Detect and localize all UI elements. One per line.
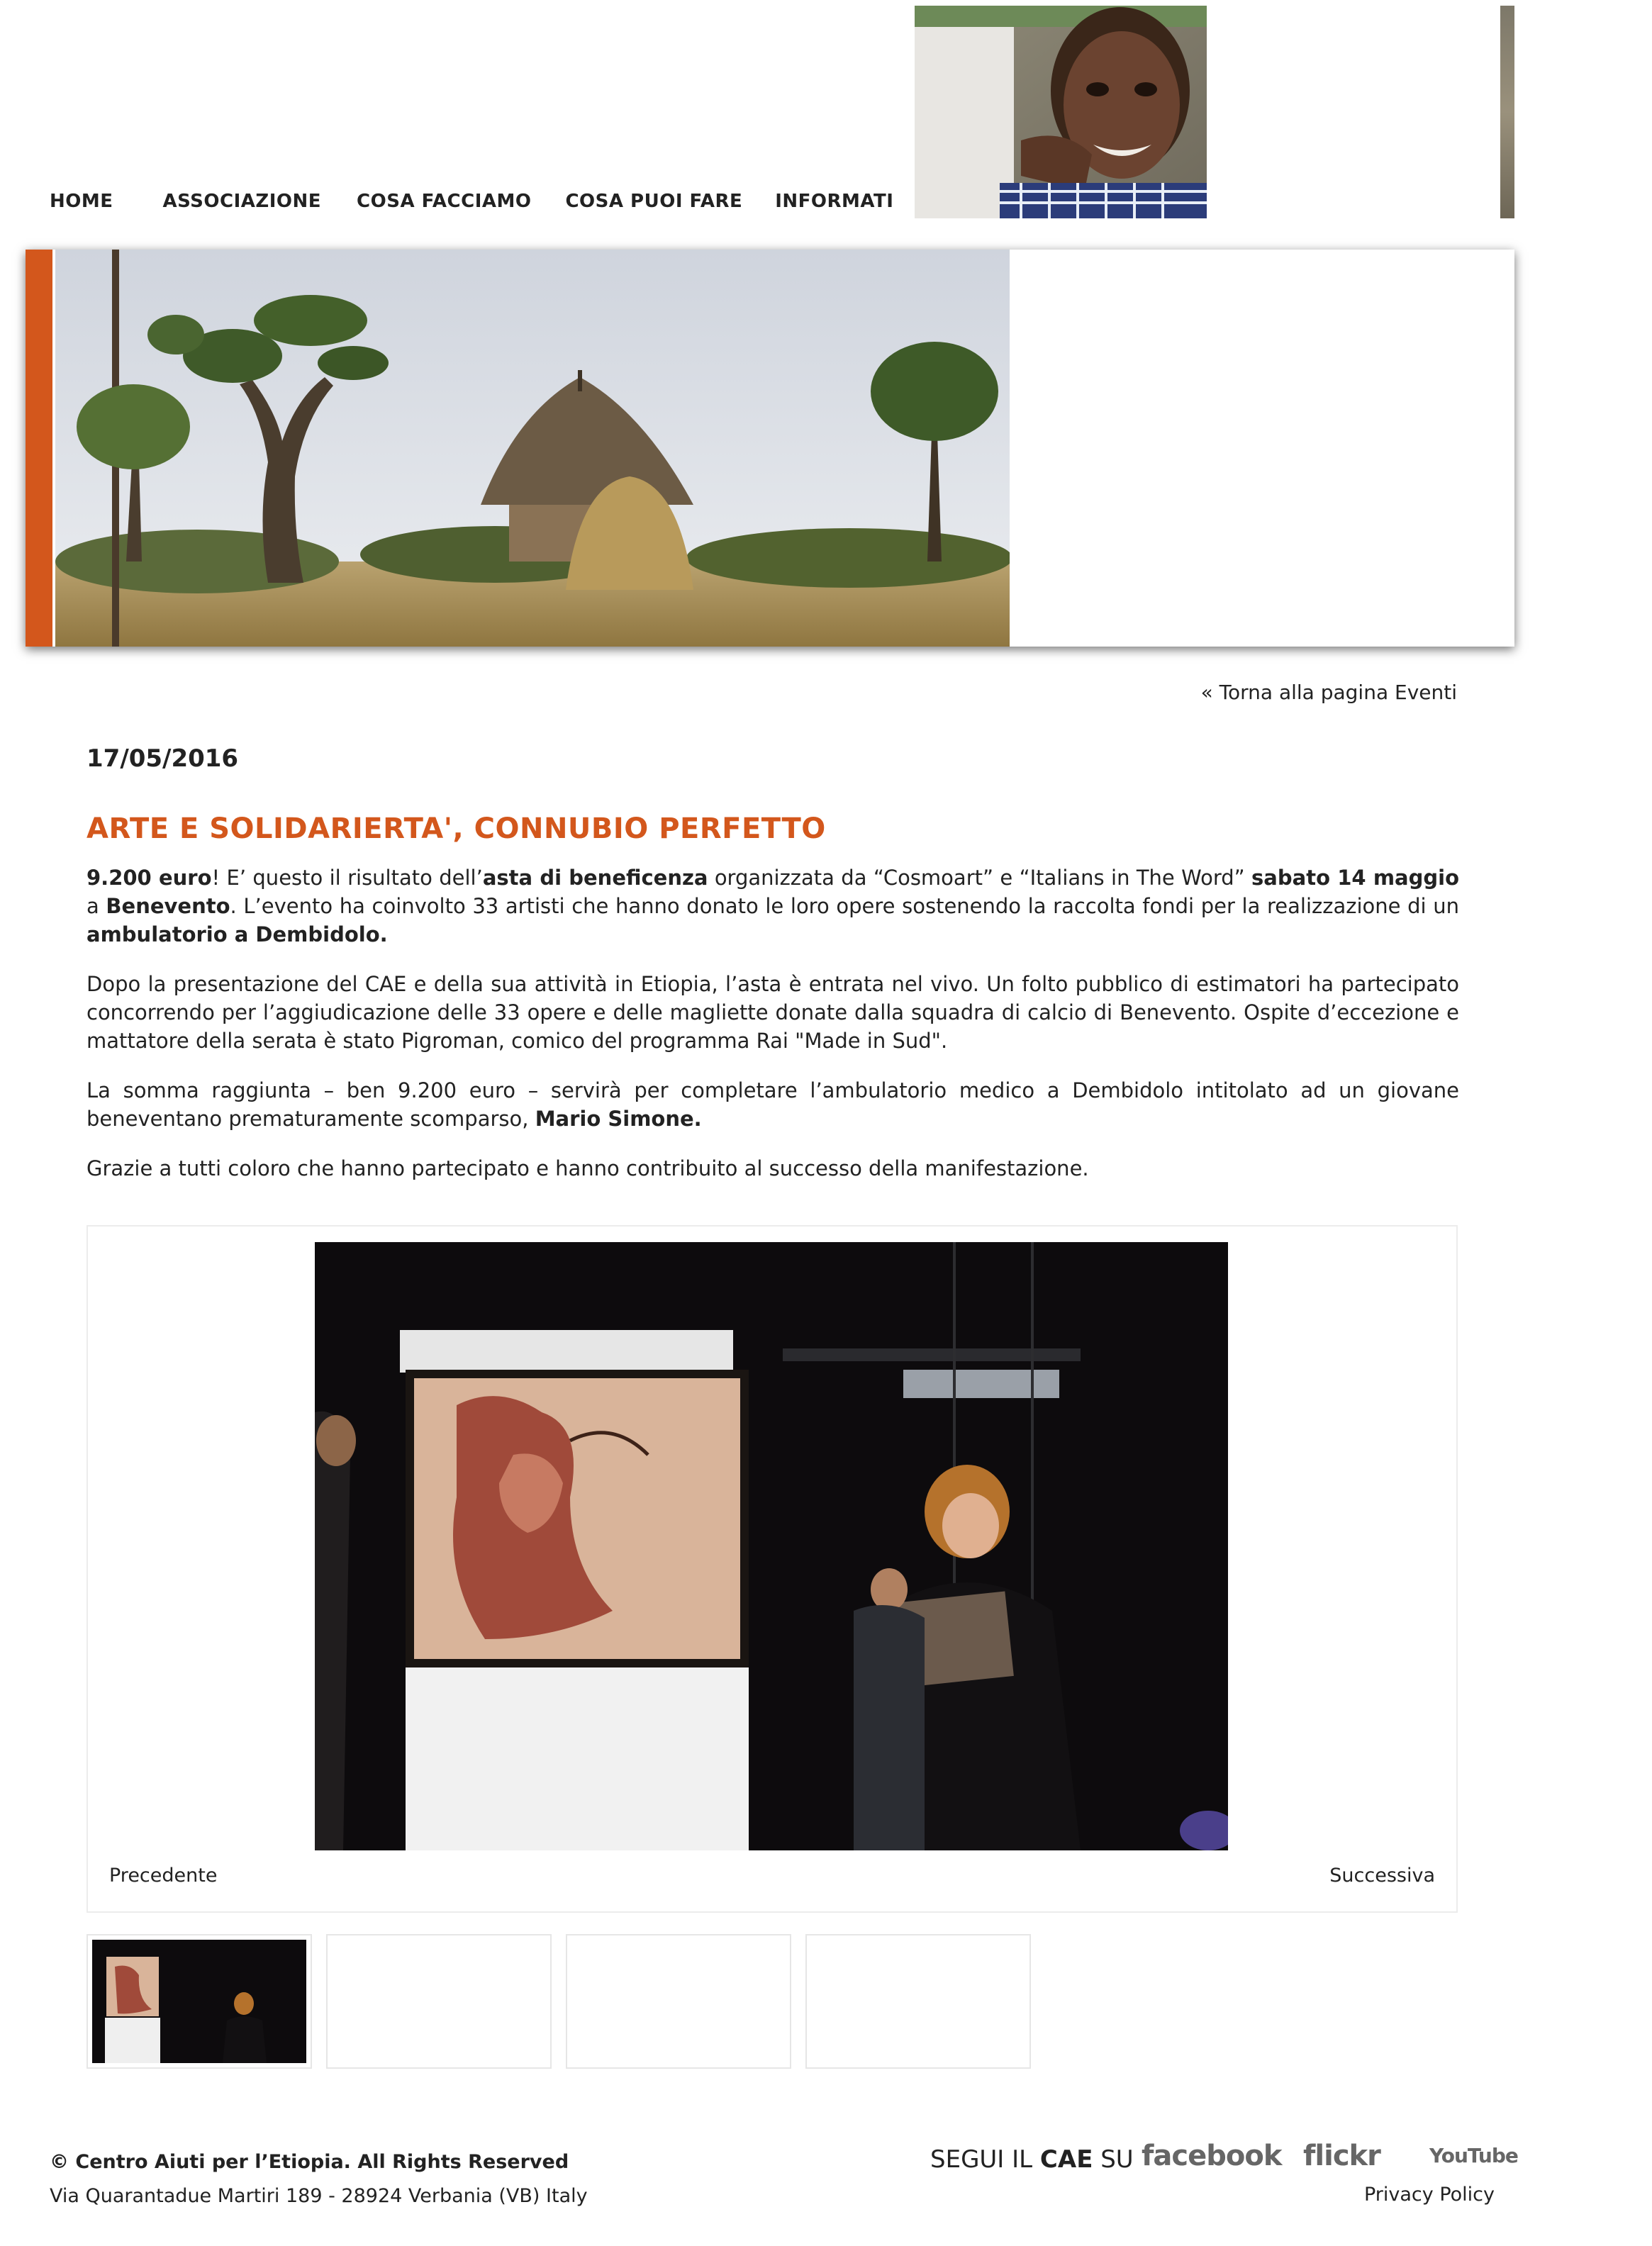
footer-address: Via Quarantadue Martiri 189 - 28924 Verbania (VB) Italy [50,2185,588,2207]
slideshow-thumbnail[interactable] [805,1934,1031,2069]
p1-text-b: organizzata da “Cosmoart” e “Italians in The Word” [708,866,1252,890]
p1-auction: asta di beneficenza [482,866,708,890]
article-date: 17/05/2016 [86,744,239,773]
p3-text: La somma raggiunta – ben 9.200 euro – servirà per completare l’ambulatorio medico a Dembidolo intitolato ad un giovane beneventano prematuramente scomparso, [86,1078,1459,1131]
article-paragraph-2: Dopo la presentazione del CAE e della sua attività in Etiopia, l’asta è entrata nel vivo. Un folto pubblico di estimatori ha partecipato concorrendo per l’aggiudicazione delle 33 opere e delle magliette donate dalla squadra di calcio di Benevento. Ospite d’eccezione e mattatore della serata è stato Pigroman, comico del programma Rai "Made in Sud". [86,972,1459,1053]
banner-landscape-photo [55,250,1010,647]
p1-text-d: . L’evento ha coinvolto 33 artisti che hanno donato le loro opere sostenendo la raccolta fondi per la realizzazione di un [230,894,1459,918]
p1-date: sabato 14 maggio [1251,866,1459,890]
banner-accent-bar [26,250,52,647]
youtube-icon[interactable] [1429,2144,1518,2167]
article-paragraph-4: Grazie a tutti coloro che hanno partecipato e hanno contribuito al successo della manifestazione. [86,1156,1089,1180]
main-nav [50,186,1030,217]
slideshow-thumbnail[interactable] [86,1934,312,2069]
follow-brand: CAE [1039,2145,1093,2174]
footer-copyright: © Centro Aiuti per l’Etiopia. All Rights Reserved [50,2151,569,2173]
p3-name: Mario Simone. [535,1107,702,1131]
p1-clinic: ambulatorio a Dembidolo. [86,922,388,946]
header-photo-edge [1500,6,1514,218]
header-child-photo [915,6,1207,218]
flickr-label: flickr [1303,2140,1380,2172]
nav-item-associazione[interactable]: ASSOCIAZIONE [162,191,322,212]
flickr-icon[interactable] [1303,2140,1380,2172]
slideshow-next-button[interactable]: Successiva [1329,1865,1435,1887]
back-to-events-link[interactable]: « Torna alla pagina Eventi [1200,681,1457,704]
nav-item-cosa-facciamo[interactable]: COSA FACCIAMO [357,191,532,212]
youtube-label: YouTube [1429,2144,1518,2167]
header-banner [26,250,1514,647]
slideshow-previous-button[interactable]: Precedente [109,1865,218,1887]
article-paragraph-1 [86,864,1459,949]
p1-text-c: a [86,894,106,918]
nav-item-cosa-puoi-fare[interactable]: COSA PUOI FARE [565,191,743,212]
slideshow-thumbnail[interactable] [326,1934,552,2069]
follow-us-label [930,2145,1134,2174]
p1-text-a: ! E’ questo il risultato dell’ [211,866,483,890]
facebook-label: facebook [1142,2140,1282,2172]
facebook-icon[interactable] [1142,2140,1281,2172]
nav-item-informati[interactable]: INFORMATI [775,191,894,212]
p1-amount: 9.200 euro [86,866,212,890]
article-paragraph-3 [86,1076,1459,1133]
follow-suffix: SU [1093,2145,1134,2174]
slideshow-thumbnail[interactable] [566,1934,791,2069]
follow-prefix: SEGUI IL [930,2145,1040,2174]
p1-city: Benevento [106,894,230,918]
photo-slideshow [86,1225,1458,1913]
privacy-policy-link[interactable]: Privacy Policy [1363,2184,1495,2206]
nav-item-home[interactable]: HOME [50,191,113,212]
slideshow-main-photo[interactable] [315,1242,1228,1850]
article-title: ARTE E SOLIDARIERTA', CONNUBIO PERFETTO [86,812,826,845]
